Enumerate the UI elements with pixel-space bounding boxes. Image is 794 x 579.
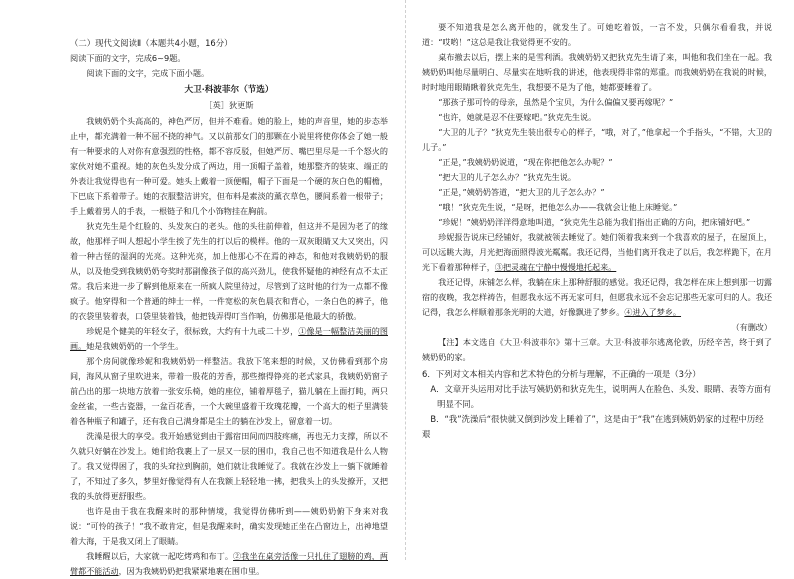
paragraph-text: 她是我姨奶奶的一个学生。: [86, 341, 184, 351]
paragraph-text: 我睡醒以后，大家就一起吃烤鸡和布丁。: [86, 551, 234, 561]
right-paragraph: [422, 20, 772, 50]
right-paragraph: [422, 215, 772, 230]
left-paragraph: [70, 114, 388, 219]
left-paragraph: [70, 549, 388, 579]
underlined-sentence: ③把灵魂在宁静中慢慢地托起来。: [494, 262, 617, 272]
paragraph-text: “那孩子那可怜的母亲，虽然是个宝贝，为什么偏偏又要再嫁呢？”: [438, 97, 674, 107]
left-paragraph: [70, 504, 388, 549]
question-6: 6．下列对文本相关内容和艺术特色的分析与理解，不正确的一项是（3分）: [422, 369, 701, 379]
paragraph-text: 要不知道我是怎么离开他的，就发生了。可她吃着饭，一言不发，只偶尔看看我，并说道：“哎哟！”这总是我让我觉得更不安的。: [422, 22, 772, 47]
paragraph-text: “也许，她就是忍不住要嫁吧。”狄克先生说。: [438, 112, 597, 122]
paragraph-text: 那个房间就像珍妮和我姨奶奶一样整洁。我放下笔来想的时候，又仿佛看到那个房间，海风从窗子里吹进来，带着一股花的芳香，那些擦得铮亮的老式家具，我姨奶奶窗子前凸出的那一块地方放着一张安乐椅，她的座位，铺着厚毯子，猫儿躺在上面打盹，两只金丝雀，一些古瓷器，一盆百花香，一个大碗里盛着干玫瑰花瓣，一个高大的柜子里满装着各种瓶子和罐子，还有我自己满身都是尘土的躺在沙发上，留意着一切。: [70, 356, 388, 426]
paragraph-text: “珍妮！”姨奶奶洋洋得意地叫道，“狄克先生总能为我们指出正确的方向，把床铺好吧。”: [438, 217, 751, 227]
right-passage: [422, 20, 772, 320]
left-paragraph: [70, 354, 388, 429]
footnote: 【注】本文选自《大卫·科波菲尔》第十三章。大卫·科波菲尔逃离伦敦，历经辛苦，终于到了姨奶奶的家。: [422, 337, 772, 362]
right-paragraph: [422, 200, 772, 215]
right-paragraph: [422, 125, 772, 155]
instruction-2: 阅读下面的文字，完成下面小题。: [86, 68, 210, 78]
paragraph-text: 洗澡是很大的享受。我开始感觉到由于露宿田间而四肢疼痛，再也无力支撑，所以不久就只好躺在沙发上。她们给我裹上了一层又一层的围巾，我自己也不知道我是什么人物了。我又觉得困了，我的头耷拉到胸前，她们就让我睡觉了。我就在沙发上一躺下就睡着了，不知过了多久，梦里好像觉得有人在我额上轻轻地一拂，把我头上的头发撩开，又把我的头放得更舒服些。: [70, 431, 388, 501]
right-paragraph: [422, 155, 772, 170]
underlined-sentence: ②我坐在桌旁活像一只扎住了翅膀的鸡，两臂都不能活动: [70, 551, 388, 576]
paragraph-text: “哦！”狄克先生说，“是呀，把他怎么办——我就会让他上床睡觉。”: [438, 202, 678, 212]
paragraph-text: “正是，”我姨奶奶说道，“现在你把他怎么办呢？”: [438, 157, 613, 167]
source-credit: （有删改）: [731, 322, 772, 332]
option-b: B．“我”洗澡后“很快就又倒到沙发上睡着了”，这是由于“我”在逃到姨奶奶家的过程中历经艰: [422, 414, 764, 439]
right-paragraph: [422, 110, 772, 125]
passage-author: ［英］狄更斯: [204, 100, 254, 110]
underlined-sentence: ④进入了梦乡。: [624, 307, 682, 317]
paragraph-text: “把大卫的儿子怎么办？”狄克先生说。: [438, 172, 576, 182]
right-paragraph: [422, 230, 772, 275]
left-paragraph: [70, 429, 388, 504]
right-paragraph: [422, 50, 772, 95]
paragraph-text: 我还记得，床铺怎么样，我躺在床上那种舒服的感觉。我还记得，我怎样在床上想到那一切露宿的夜晚，我怎样祷告，但愿我永远不再无家可归，但愿我永远不会忘记那些无家可归的人。我还记得，我怎么样顺着那条光明的大道，好像飘进了梦乡。: [422, 277, 772, 317]
underlined-sentence: ①像是一幅整洁美丽的图画。: [70, 326, 388, 351]
right-paragraph: [422, 185, 772, 200]
right-paragraph: [422, 275, 772, 320]
left-paragraph: [70, 219, 388, 324]
left-column: [70, 26, 388, 576]
right-paragraph: [422, 170, 772, 185]
section-header: （二）现代文阅读Ⅱ（本题共4小题，16分）: [70, 38, 233, 48]
paragraph-text: 我姨奶奶个头高高的，神色严厉，但并不难看。她的脸上，她的声音里，她的步态举止中，都充满着一种不屈不挠的神气。又以前那女门的那颗在小说里将使你体会了她一般有一种要求的人对你有意强烈的性格，都不容反驳，但她严厉、嘴巴里尽是一千个怒火的家伙对她不重视。她的灰色头发分成了两边，用一顶帽子盖着，她那整齐的装束、端正的外表让我觉得也有一种可爱。她头上戴着一顶便帽，帽子下面是一个硬的灰白色的帽檐，下巴底下系着带子。她的衣服整洁讲究，但布料是素淡的薰衣草色，腰间系着一根带子；手上戴着男人的手表，一根链子和几个小饰物挂在胸前。: [70, 116, 388, 216]
paragraph-text: 珍妮报告说床已经铺好，我就被领去睡觉了。她们领着我来到一个我喜欢的屋子，在屋顶上，可以远眺大海，月光把海面照得波光粼粼。我还记得，当他们离开我走了以后，我怎样跪下，在月光下看着那种样子，: [422, 232, 772, 272]
column-gutter: [405, 0, 406, 560]
option-a: A．文章开头运用对比手法写姨奶奶和狄克先生，说明两人在脸色、头发、眼睛、表等方面有: [430, 384, 772, 394]
paragraph-text: “正是，”姨奶奶答道，“把大卫的儿子怎么办？”: [438, 187, 605, 197]
paragraph-text: ，因为我姨奶奶把我紧紧地裹在围巾里。: [118, 566, 265, 576]
paragraph-text: 也许是由于我在我醒来时的那种情境，我觉得仿佛听到——姨奶奶俯下身来对我说：“可怜的孩子！”我不敢肯定，但是我醒来时，确实发现她正坐在凸窗边上，出神地望着大海，于是我又闭上了眼睛。: [70, 506, 388, 546]
left-paragraph: [70, 324, 388, 354]
instruction-1: 阅读下面的文字，完成6~9题。: [70, 53, 186, 63]
right-column: [422, 20, 772, 442]
passage-title: 大卫·科波菲尔（节选）: [184, 85, 274, 95]
option-a-cont: 明显不同。: [437, 399, 479, 409]
paragraph-text: “大卫的儿子？”狄克先生装出很专心的样子，“哦，对了，”他拿起一个手指头，“不错，大卫的儿子。”: [422, 127, 772, 152]
right-paragraph: [422, 95, 772, 110]
paragraph-text: 桌布撤去以后，摆上来的是雪利酒。我姨奶奶又把狄克先生请了来，叫他和我们坐在一起。我姨奶奶叫他尽量明白、尽量实在地听我的讲述，他表现得非常的郑重。而我姨奶奶在我说的时候，时时地用眼睛瞅着狄克先生，我想要不是为了他，她都要睡着了。: [422, 52, 772, 92]
paragraph-text: 珍妮是个健美的年轻女子，很标致，大约有十九或二十岁，: [86, 326, 299, 336]
left-passage: [70, 114, 388, 579]
paragraph-text: 狄克先生是个红脸的、头发灰白的老头。他的头往前伸着，但这并不是因为老了的缘故，他那样子叫人想起小学生挨了先生的打以后的模样。他的一双灰眼睛又大又突出，闪着一种古怪的湿润的光亮。这种光亮，加上他那心不在焉的神态，和他对我姨奶奶的服从，以及他受到我姨奶奶夸奖时那副像孩子似的高兴劲儿，使我怀疑他的神经有点不太正常。我后来进一步了解到他原来在一所疯人院里待过，尽管到了这时他的行为一点都不像疯子。他穿得和一个普通的绅士一样，一件宽松的灰色晨衣和背心，一条白色的裤子，他的衣袋里装着表，口袋里装着钱，他把钱弄得叮当作响，仿佛那是他最大的骄傲。: [70, 221, 388, 321]
